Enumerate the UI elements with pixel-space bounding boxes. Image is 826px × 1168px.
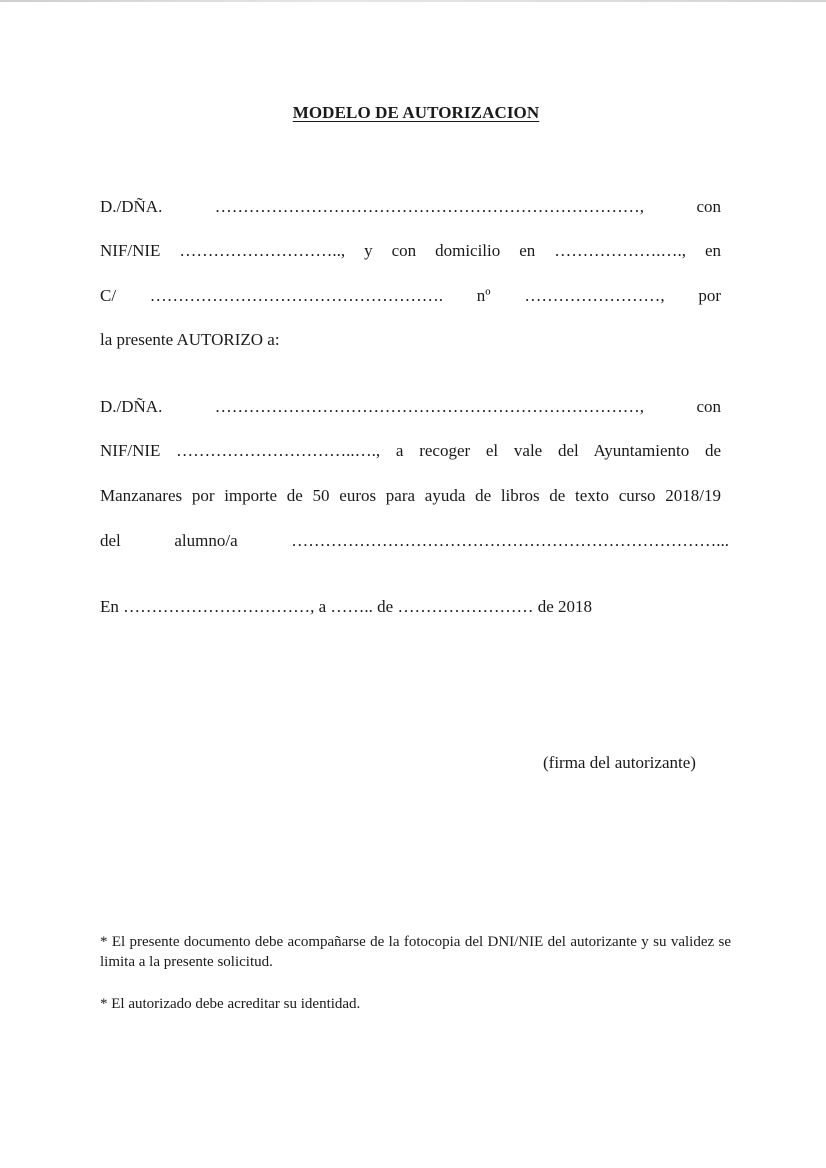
scan-edge: [0, 0, 826, 2]
authorizer-id-address-line: NIF/NIE ……………………….., y con domicilio en ……………….…., en: [100, 241, 721, 260]
authorize-statement: la presente AUTORIZO a:: [100, 330, 280, 349]
voucher-purpose-line: Manzanares por importe de 50 euros para ayuda de libros de texto curso 2018/19: [100, 486, 721, 505]
student-line: del alumno/a …………………………………………………………………...: [100, 531, 729, 550]
authorized-id-line: NIF/NIE …………………………..…., a recoger el vale del Ayuntamiento de: [100, 441, 721, 460]
place-date-line: En ……………………………, a …….. de …………………… de 2018: [100, 597, 593, 616]
note-photocopy: * El presente documento debe acompañarse de la fotocopia del DNI/NIE del autorizante y su validez se limita a la presente solicitud.: [100, 934, 731, 970]
authorizer-street-line: C/ ……………………………………………. nº ……………………, por: [100, 286, 721, 305]
authorizer-name-line: D./DÑA. …………………………………………………………………, con: [100, 197, 721, 216]
signature-label: (firma del autorizante): [543, 753, 696, 772]
note-identity: * El autorizado debe acreditar su identidad.: [100, 996, 361, 1012]
document-title: MODELO DE AUTORIZACION: [292, 103, 540, 122]
authorized-name-line: D./DÑA. …………………………………………………………………, con: [100, 397, 721, 416]
